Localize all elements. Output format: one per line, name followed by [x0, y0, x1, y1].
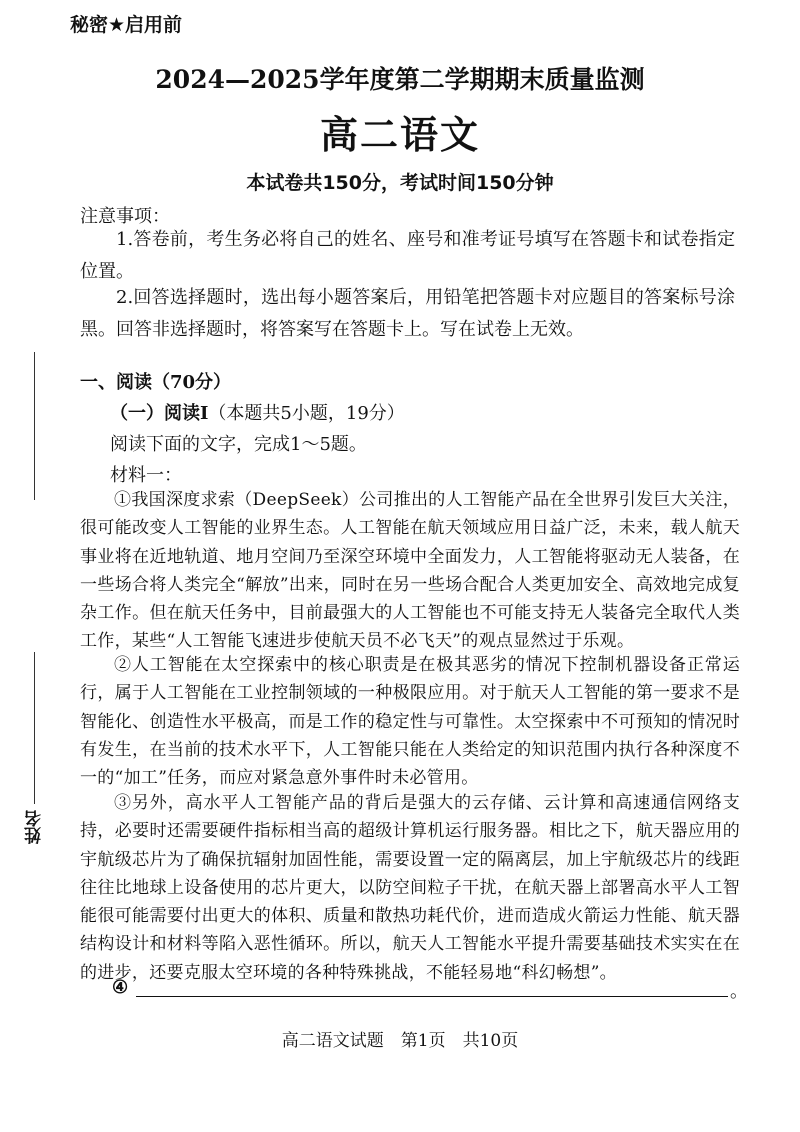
blank-period: 。 [730, 981, 748, 1002]
subsection-title [110, 399, 405, 425]
name-write-line [34, 652, 35, 804]
blank-number: ④ [112, 977, 129, 998]
subject-title: 高二语文 [319, 112, 480, 157]
material-title: 材料一： [110, 465, 182, 486]
section-title: 一、阅读（70分） [80, 372, 232, 393]
fill-blank-4 [112, 977, 748, 1003]
reading-instruction: 阅读下面的文字，完成1～5题。 [110, 434, 367, 455]
paragraph-1: ①我国深度求索（DeepSeek）公司推出的人工智能产品在全世界引发巨大关注，很可能改变人工智能的业界生态。人工智能在航天领域应用日益广泛，未来，载人航天事业将在近地轨道、地月空间乃至深空环境中全面发力，人工智能将驱动无人装备，在一些场合将人类完全“解放”出来，同时在另一些场合配合人类更加安全、高效地完成复杂工作。但在航天任务中，目前最强大的人工智能也不可能支持无人装备完全取代人类工作，某些“人工智能飞速进步使航天员不必飞天”的观点显然过于乐观。 [80, 490, 740, 652]
subsection-detail: （本题共5小题，19分） [208, 403, 405, 424]
confidential-mark: 秘密★启用前 [70, 14, 183, 36]
notice-item-2: 2.回答选择题时，选出每小题答案后，用铅笔把答题卡对应题目的答案标号涂黑。回答非选择题时，将答案写在答题卡上。写在试卷上无效。 [80, 287, 735, 340]
name-label: 姓名 [25, 810, 45, 844]
notice-title: 注意事项： [80, 206, 170, 227]
page-footer: 高二语文试题 第1页 共10页 [281, 1031, 519, 1051]
exam-title: 2024—2025学年度第二学期期末质量监测 [155, 65, 645, 94]
margin-binding-line [34, 352, 35, 500]
exam-info: 本试卷共150分，考试时间150分钟 [246, 172, 554, 194]
subsection-label: （一）阅读Ⅰ [110, 403, 209, 424]
blank-answer-line [136, 996, 728, 997]
notice-item-1: 1.答卷前，考生务必将自己的姓名、座号和准考证号填写在答题卡和试卷指定位置。 [80, 229, 735, 282]
paragraph-3: ③另外，高水平人工智能产品的背后是强大的云存储、云计算和高速通信网络支持，必要时还需要硬件指标相当高的超级计算机运行服务器。相比之下，航天器应用的宇航级芯片为了确保抗辐射加固性能，需要设置一定的隔离层，加上宇航级芯片的线距往往比地球上设备使用的芯片更大，以防空间粒子干扰，在航天器上部署高水平人工智能很可能需要付出更大的体积、质量和散热功耗代价，进而造成火箭运力性能、航天器结构设计和材料等陷入恶性循环。所以，航天人工智能水平提升需要基础技术实实在在的进步，还要克服太空环境的各种特殊挑战，不能轻易地“科幻畅想”。 [80, 793, 740, 983]
paragraph-2: ②人工智能在太空探索中的核心职责是在极其恶劣的情况下控制机器设备正常运行，属于人工智能在工业控制领域的一种极限应用。对于航天人工智能的第一要求不是智能化、创造性水平极高，而是工作的稳定性与可靠性。太空探索中不可预知的情况时有发生，在当前的技术水平下，人工智能只能在人类给定的知识范围内执行各种深度不一的“加工”任务，而应对紧急意外事件时未必管用。 [80, 655, 740, 789]
